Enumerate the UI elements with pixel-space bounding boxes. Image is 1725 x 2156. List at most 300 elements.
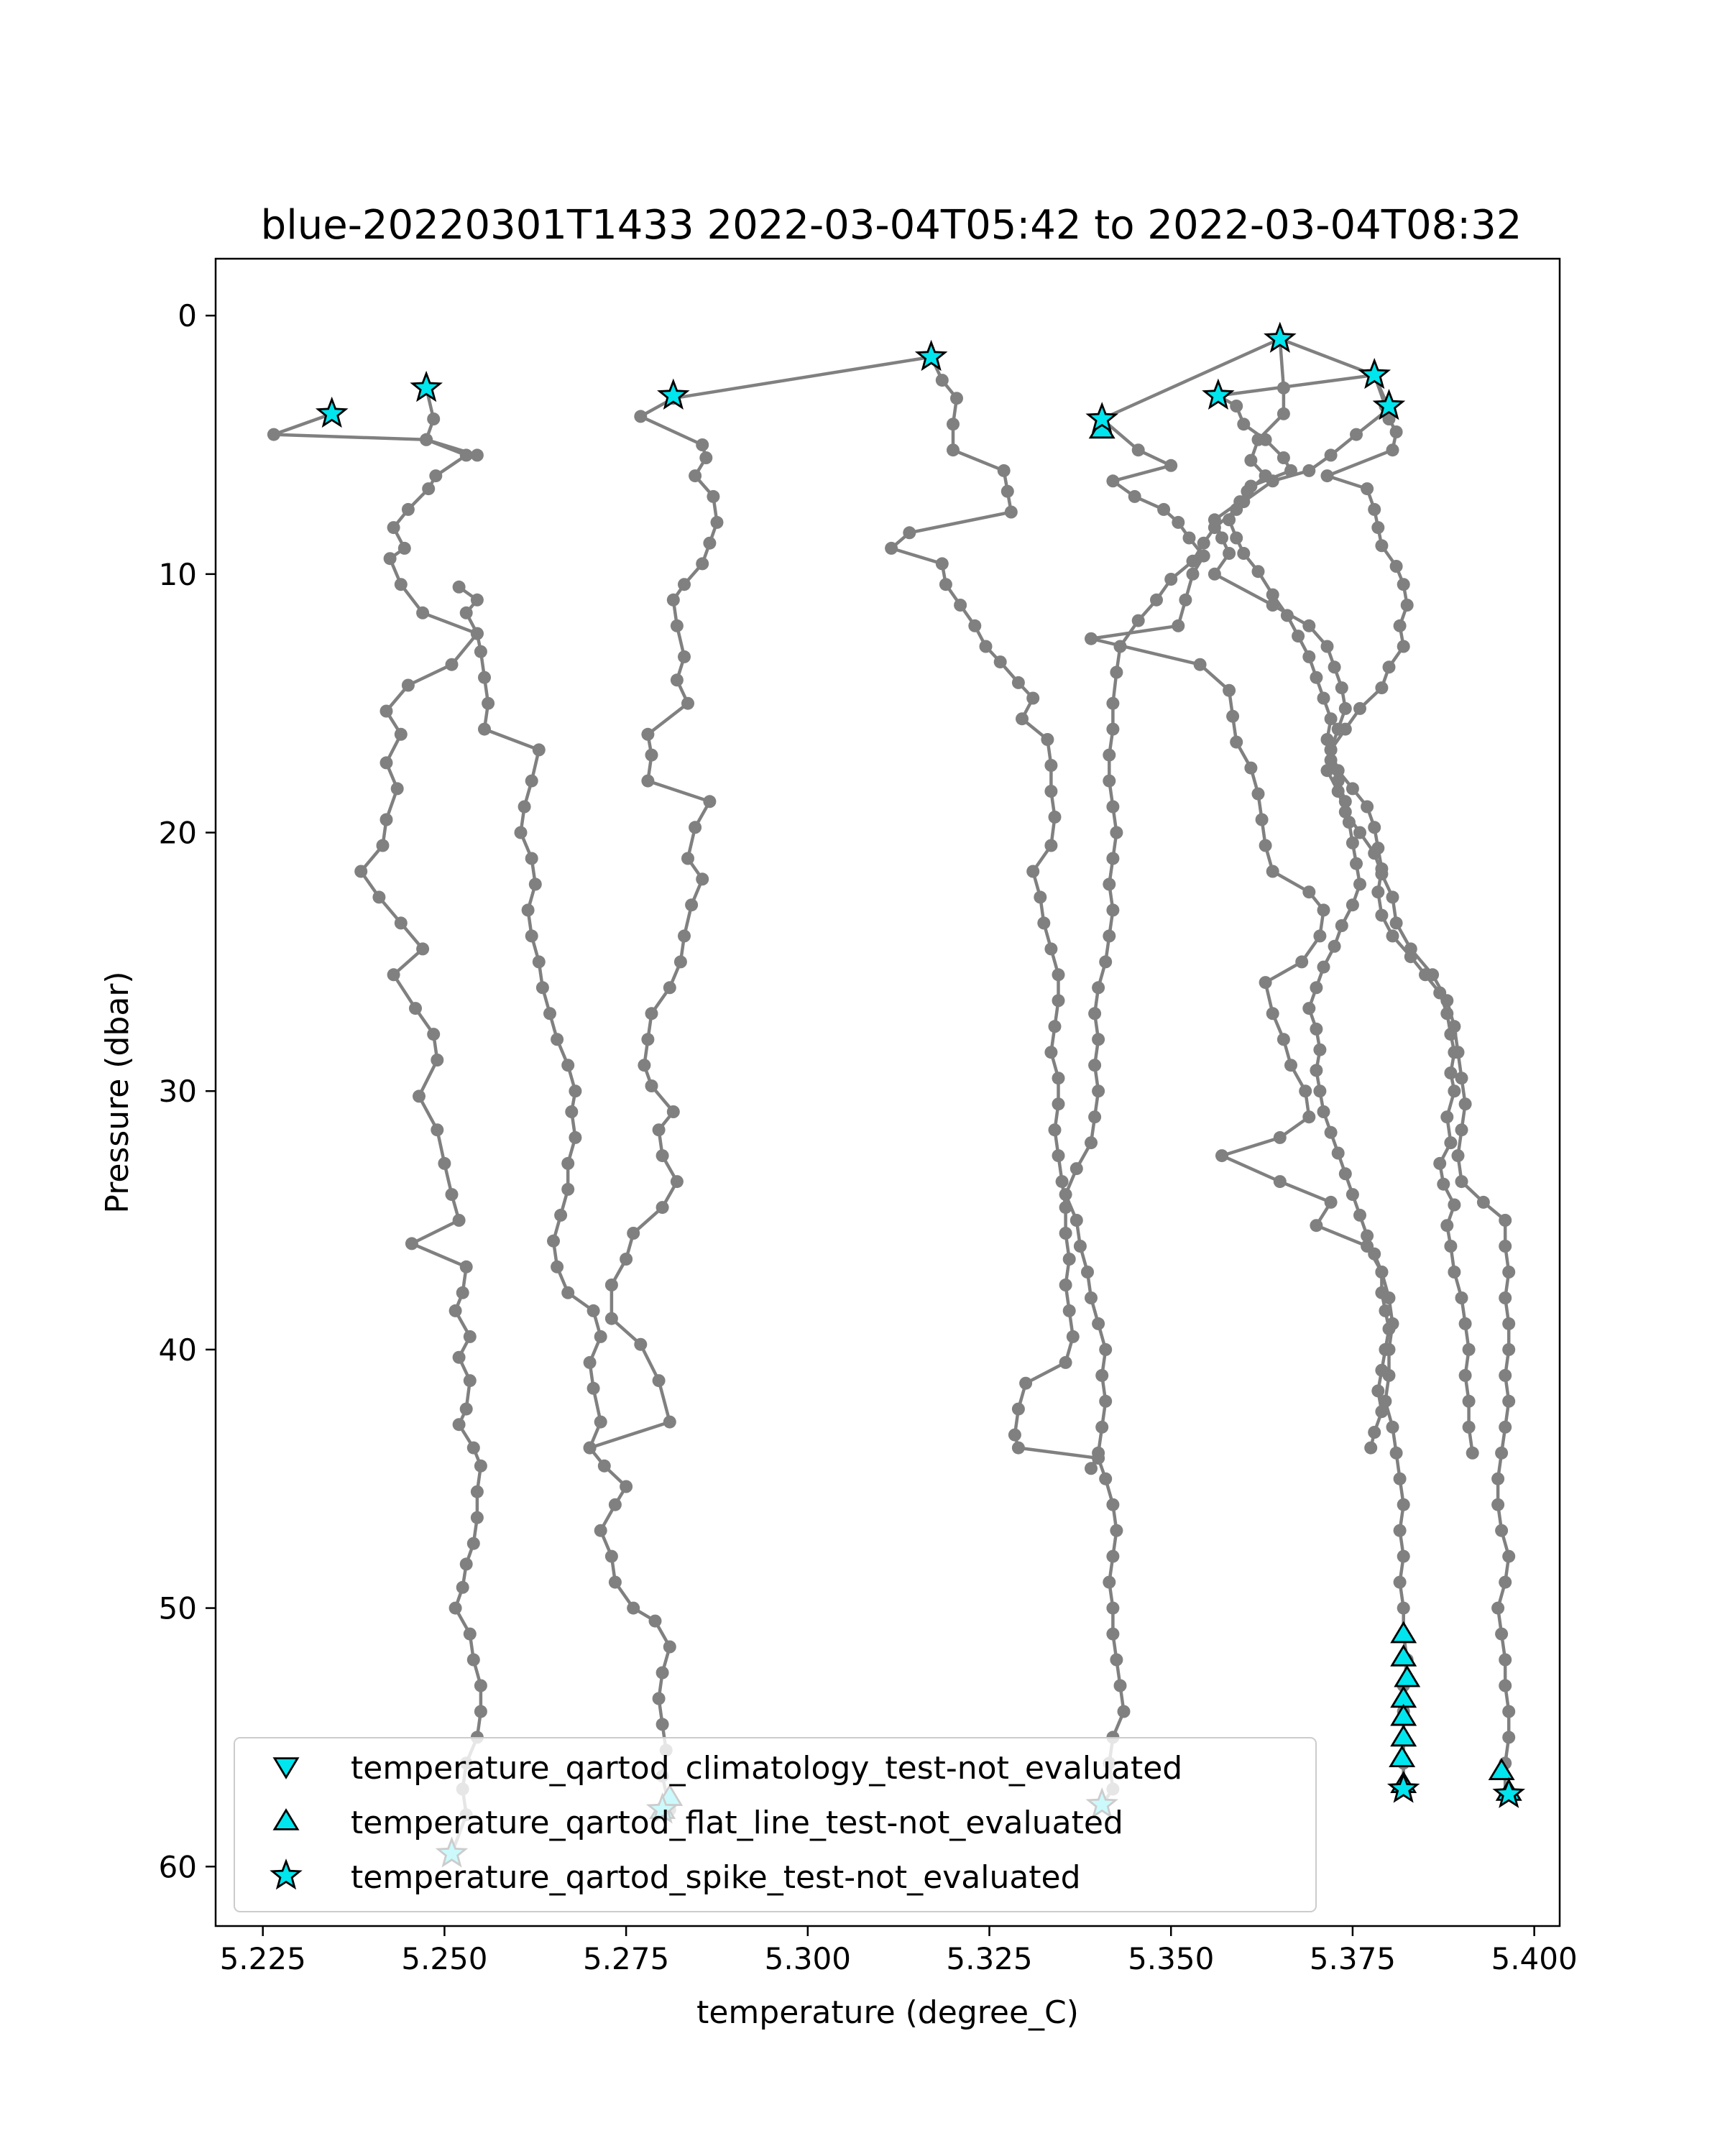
data-point <box>1092 1084 1105 1097</box>
data-point <box>1448 1199 1460 1212</box>
y-tick-label: 30 <box>158 1074 197 1110</box>
legend <box>234 1738 1316 1912</box>
data-point <box>1325 1196 1338 1209</box>
data-point <box>681 852 694 865</box>
data-point <box>699 451 712 464</box>
data-point <box>1106 903 1119 916</box>
data-point <box>1332 775 1345 788</box>
data-point <box>584 1442 597 1455</box>
data-point <box>1499 1240 1512 1253</box>
data-point <box>1386 443 1399 456</box>
data-point <box>1284 1059 1297 1072</box>
legend-label: temperature_qartod_spike_test-not_evaluated <box>351 1859 1081 1896</box>
data-point <box>551 1261 564 1273</box>
data-point <box>1302 1110 1315 1123</box>
legend-item <box>275 1750 1182 1787</box>
data-point <box>1459 1369 1472 1382</box>
data-point <box>645 1007 658 1020</box>
data-point <box>1375 681 1388 694</box>
data-point <box>653 1692 666 1705</box>
data-point <box>1375 1364 1388 1377</box>
data-point <box>653 1374 666 1387</box>
data-point <box>460 1557 473 1570</box>
data-point <box>1026 692 1039 705</box>
data-point <box>1313 1084 1326 1097</box>
data-point <box>551 1033 564 1046</box>
data-point <box>1266 589 1279 602</box>
data-point <box>1371 885 1384 898</box>
data-point <box>453 1418 466 1431</box>
data-point <box>354 865 367 878</box>
data-point <box>1499 1654 1512 1667</box>
data-point <box>1099 1395 1112 1408</box>
data-point <box>681 697 694 710</box>
data-point <box>1274 1131 1287 1144</box>
data-point <box>1187 568 1200 581</box>
data-point <box>1463 1343 1476 1356</box>
data-point <box>598 1460 611 1473</box>
data-point <box>1346 782 1359 795</box>
data-point <box>1106 1628 1119 1641</box>
data-point <box>1394 1576 1407 1589</box>
data-point <box>1223 547 1236 560</box>
data-point <box>1085 1136 1098 1149</box>
data-point <box>387 521 400 534</box>
data-point <box>707 490 719 503</box>
data-point <box>1386 1421 1399 1434</box>
y-axis-label: Pressure (dbar) <box>99 971 136 1214</box>
x-axis-label: temperature (degree_C) <box>696 1994 1079 2031</box>
data-point <box>998 464 1011 477</box>
data-point <box>416 607 429 619</box>
data-point <box>1110 1524 1123 1537</box>
data-point <box>1106 474 1119 487</box>
data-point <box>569 1131 581 1144</box>
data-point <box>1375 1266 1388 1279</box>
data-point <box>1379 1304 1392 1317</box>
data-point <box>656 1718 669 1731</box>
data-point <box>1070 1162 1083 1175</box>
data-point <box>1026 865 1039 878</box>
data-point <box>1128 490 1141 503</box>
data-point <box>587 1382 600 1395</box>
data-point <box>1052 1072 1065 1084</box>
data-point <box>689 821 702 834</box>
data-point <box>1106 723 1119 736</box>
data-point <box>1317 961 1330 974</box>
data-point <box>1394 1473 1407 1485</box>
chart-title: blue-20220301T1433 2022-03-04T05:42 to 2022-03-04T08:32 <box>260 202 1522 249</box>
data-point <box>427 1028 440 1041</box>
data-point <box>903 526 916 539</box>
data-point <box>1106 1602 1119 1615</box>
data-point <box>1092 1447 1105 1460</box>
data-point <box>641 728 654 741</box>
data-point <box>947 443 960 456</box>
data-point <box>1114 1680 1127 1692</box>
data-point <box>1368 503 1381 516</box>
data-point <box>1012 1403 1025 1416</box>
data-point <box>267 428 280 441</box>
data-point <box>1346 837 1359 849</box>
data-point <box>1259 433 1272 446</box>
data-point <box>561 1157 574 1170</box>
data-point <box>1397 1498 1410 1511</box>
plot-area <box>216 259 1560 1926</box>
data-point <box>1495 1628 1508 1641</box>
data-point <box>1277 451 1290 464</box>
data-point <box>1063 1253 1076 1266</box>
data-point <box>627 1227 640 1240</box>
data-point <box>1088 1007 1101 1020</box>
data-point <box>1495 1524 1508 1537</box>
data-point <box>402 503 415 516</box>
data-point <box>1252 788 1265 801</box>
data-point <box>1375 909 1388 922</box>
data-point <box>1106 852 1119 865</box>
data-point <box>1332 1147 1345 1160</box>
data-point <box>1005 506 1018 519</box>
data-point <box>460 1403 473 1416</box>
data-point <box>1099 1343 1112 1356</box>
data-point <box>1044 759 1057 772</box>
data-point <box>1325 754 1338 767</box>
data-point <box>413 1089 426 1102</box>
data-point <box>587 1304 600 1317</box>
data-point <box>1106 1498 1119 1511</box>
x-tick-label: 5.350 <box>1128 1941 1215 1976</box>
data-point <box>678 650 691 663</box>
data-point <box>663 981 676 994</box>
data-point <box>1281 609 1294 622</box>
data-point <box>1310 671 1322 684</box>
data-point <box>1321 733 1334 746</box>
data-point <box>1499 1369 1512 1382</box>
data-point <box>947 418 960 430</box>
y-tick-label: 40 <box>158 1332 197 1368</box>
data-point <box>464 1330 477 1343</box>
data-point <box>1452 1149 1465 1162</box>
data-point <box>1215 532 1228 545</box>
data-point <box>1299 1084 1312 1097</box>
data-point <box>471 1485 484 1498</box>
data-point <box>518 801 531 814</box>
data-point <box>536 981 549 994</box>
data-point <box>1491 1473 1504 1485</box>
data-point <box>464 1374 477 1387</box>
data-point <box>1466 1447 1479 1460</box>
data-point <box>1419 968 1432 981</box>
data-point <box>395 916 408 929</box>
data-point <box>656 1201 669 1214</box>
data-point <box>1295 955 1308 968</box>
data-point <box>482 697 494 710</box>
data-point <box>1371 842 1384 854</box>
data-point <box>1172 619 1184 632</box>
data-point <box>460 1261 473 1273</box>
data-point <box>1230 400 1243 413</box>
data-point <box>1266 474 1279 487</box>
data-point <box>543 1007 556 1020</box>
data-point <box>1375 1405 1388 1418</box>
data-point <box>474 1680 487 1692</box>
data-point <box>1223 684 1236 697</box>
data-point <box>1397 1602 1410 1615</box>
data-point <box>420 433 433 446</box>
data-point <box>1495 1447 1508 1460</box>
data-point <box>885 542 898 555</box>
data-point <box>467 1537 480 1550</box>
data-point <box>645 749 658 762</box>
data-point <box>1059 1356 1072 1369</box>
data-point <box>1092 981 1105 994</box>
data-point <box>1502 1731 1515 1743</box>
data-point <box>1444 1067 1457 1079</box>
data-point <box>1477 1196 1490 1209</box>
data-point <box>1313 929 1326 942</box>
data-point <box>1252 565 1265 578</box>
x-tick-label: 5.400 <box>1491 1941 1578 1976</box>
data-point <box>471 448 484 461</box>
data-point <box>649 1615 662 1628</box>
data-point <box>1444 1136 1457 1149</box>
data-point <box>533 955 546 968</box>
data-point <box>1353 1209 1366 1222</box>
data-point <box>1353 702 1366 715</box>
data-point <box>1049 1123 1062 1136</box>
data-point <box>467 1442 480 1455</box>
data-point <box>1444 1028 1457 1041</box>
data-point <box>656 1667 669 1680</box>
data-point <box>1085 1291 1098 1304</box>
data-point <box>1132 614 1145 627</box>
data-point <box>1368 821 1381 834</box>
data-point <box>1397 640 1410 653</box>
data-point <box>1244 480 1257 493</box>
data-point <box>1325 712 1338 725</box>
data-point <box>1237 495 1250 508</box>
data-point <box>387 968 400 981</box>
data-point <box>1383 660 1396 673</box>
data-point <box>1194 658 1207 671</box>
data-point <box>1266 865 1279 878</box>
data-point <box>641 775 654 788</box>
y-tick-label: 0 <box>178 298 197 334</box>
data-point <box>446 658 459 671</box>
data-point <box>1346 1188 1359 1201</box>
data-point <box>533 743 546 756</box>
data-point <box>398 542 411 555</box>
data-point <box>605 1550 618 1563</box>
data-point <box>1459 1317 1472 1330</box>
data-point <box>1491 1602 1504 1615</box>
data-point <box>1110 1654 1123 1667</box>
data-point <box>1049 811 1062 824</box>
data-point <box>1455 1123 1468 1136</box>
data-point <box>1437 1178 1450 1191</box>
data-point <box>405 1237 418 1250</box>
data-point <box>1368 1426 1381 1439</box>
y-tick-label: 10 <box>158 556 197 592</box>
data-point <box>1103 1576 1116 1589</box>
data-point <box>1052 968 1065 981</box>
x-tick-label: 5.225 <box>219 1941 306 1976</box>
data-point <box>1095 1369 1108 1382</box>
data-point <box>525 929 538 942</box>
data-point <box>1074 1240 1087 1253</box>
data-point <box>1455 1291 1468 1304</box>
data-point <box>1379 1343 1392 1356</box>
data-point <box>1292 630 1305 642</box>
data-point <box>711 516 724 529</box>
data-point <box>1502 1266 1515 1279</box>
data-point <box>1244 762 1257 775</box>
data-point <box>1459 1097 1472 1110</box>
data-point <box>1346 898 1359 911</box>
data-point <box>453 1214 466 1227</box>
data-point <box>1256 814 1269 826</box>
data-point <box>1088 1059 1101 1072</box>
data-point <box>1274 1175 1287 1188</box>
data-point <box>1302 619 1315 632</box>
data-point <box>471 627 484 640</box>
data-point <box>547 1235 560 1248</box>
data-point <box>1499 1680 1512 1692</box>
data-point <box>678 929 691 942</box>
data-point <box>667 1105 680 1118</box>
data-point <box>1394 1524 1407 1537</box>
data-point <box>395 578 408 591</box>
data-point <box>1339 702 1352 715</box>
data-point <box>1008 1429 1021 1442</box>
data-point <box>609 1576 622 1589</box>
data-point <box>994 655 1007 668</box>
data-point <box>529 877 542 890</box>
data-point <box>1440 1110 1453 1123</box>
data-point <box>1390 916 1403 929</box>
data-point <box>1440 1007 1453 1020</box>
data-point <box>1361 1230 1374 1243</box>
legend-item <box>272 1859 1081 1896</box>
data-point <box>380 814 393 826</box>
data-point <box>446 1188 459 1201</box>
data-point <box>1095 1421 1108 1434</box>
data-point <box>1110 826 1123 839</box>
data-point <box>474 645 487 658</box>
data-point <box>645 1079 658 1092</box>
data-point <box>671 619 684 632</box>
data-point <box>1044 1046 1057 1059</box>
data-point <box>1052 994 1065 1007</box>
data-point <box>1259 976 1272 989</box>
data-point <box>605 1279 618 1291</box>
data-point <box>678 578 691 591</box>
data-point <box>594 1416 607 1429</box>
data-point <box>380 756 393 769</box>
data-point <box>1317 1105 1330 1118</box>
data-point <box>1302 885 1315 898</box>
data-point <box>474 1705 487 1718</box>
data-point <box>605 1312 618 1325</box>
y-tick-label: 60 <box>158 1849 197 1885</box>
data-point <box>402 679 415 692</box>
data-point <box>663 1416 676 1429</box>
data-point <box>1063 1304 1076 1317</box>
data-point <box>1397 1550 1410 1563</box>
data-point <box>1179 594 1192 607</box>
data-point <box>1502 1343 1515 1356</box>
data-point <box>1172 516 1184 529</box>
data-point <box>478 671 491 684</box>
data-point <box>1401 599 1414 612</box>
data-point <box>384 552 397 565</box>
data-point <box>1325 448 1338 461</box>
data-point <box>1197 537 1210 550</box>
data-point <box>1343 816 1356 829</box>
data-point <box>1044 942 1057 955</box>
data-point <box>1375 1286 1388 1299</box>
data-point <box>1328 660 1341 673</box>
data-point <box>1277 407 1290 420</box>
data-point <box>409 1002 422 1015</box>
data-point <box>1157 503 1170 516</box>
data-point <box>1164 459 1177 472</box>
data-point <box>696 872 709 885</box>
data-point <box>1325 1126 1338 1139</box>
data-point <box>1106 801 1119 814</box>
legend-label: temperature_qartod_flat_line_test-not_evaluated <box>351 1805 1123 1841</box>
data-point <box>1103 749 1116 762</box>
data-point <box>1103 775 1116 788</box>
data-point <box>950 392 963 405</box>
data-point <box>1277 1033 1290 1046</box>
data-point <box>1390 1447 1403 1460</box>
data-point <box>1037 916 1050 929</box>
data-point <box>427 413 440 425</box>
data-point <box>1302 650 1315 663</box>
data-point <box>416 942 429 955</box>
data-point <box>395 728 408 741</box>
data-point <box>1361 801 1374 814</box>
data-point <box>609 1498 622 1511</box>
data-point <box>1001 485 1014 498</box>
data-point <box>1208 513 1221 526</box>
data-point <box>1310 1064 1322 1077</box>
data-point <box>1383 1322 1396 1335</box>
data-point <box>561 1286 574 1299</box>
data-point <box>685 898 698 911</box>
data-point <box>653 1123 666 1136</box>
data-point <box>422 482 435 495</box>
data-point <box>1321 640 1334 653</box>
data-point <box>584 1356 597 1369</box>
data-point <box>1317 903 1330 916</box>
data-point <box>1499 1576 1512 1589</box>
data-point <box>696 438 709 451</box>
data-point <box>449 1602 462 1615</box>
data-point <box>1150 594 1163 607</box>
data-point <box>1085 632 1098 645</box>
data-point <box>1386 890 1399 903</box>
data-point <box>696 557 709 570</box>
data-point <box>561 1183 574 1196</box>
data-point <box>1052 1097 1065 1110</box>
data-point <box>1499 1421 1512 1434</box>
data-point <box>1310 981 1322 994</box>
data-point <box>1368 1248 1381 1261</box>
data-point <box>1244 454 1257 467</box>
data-point <box>980 640 993 653</box>
